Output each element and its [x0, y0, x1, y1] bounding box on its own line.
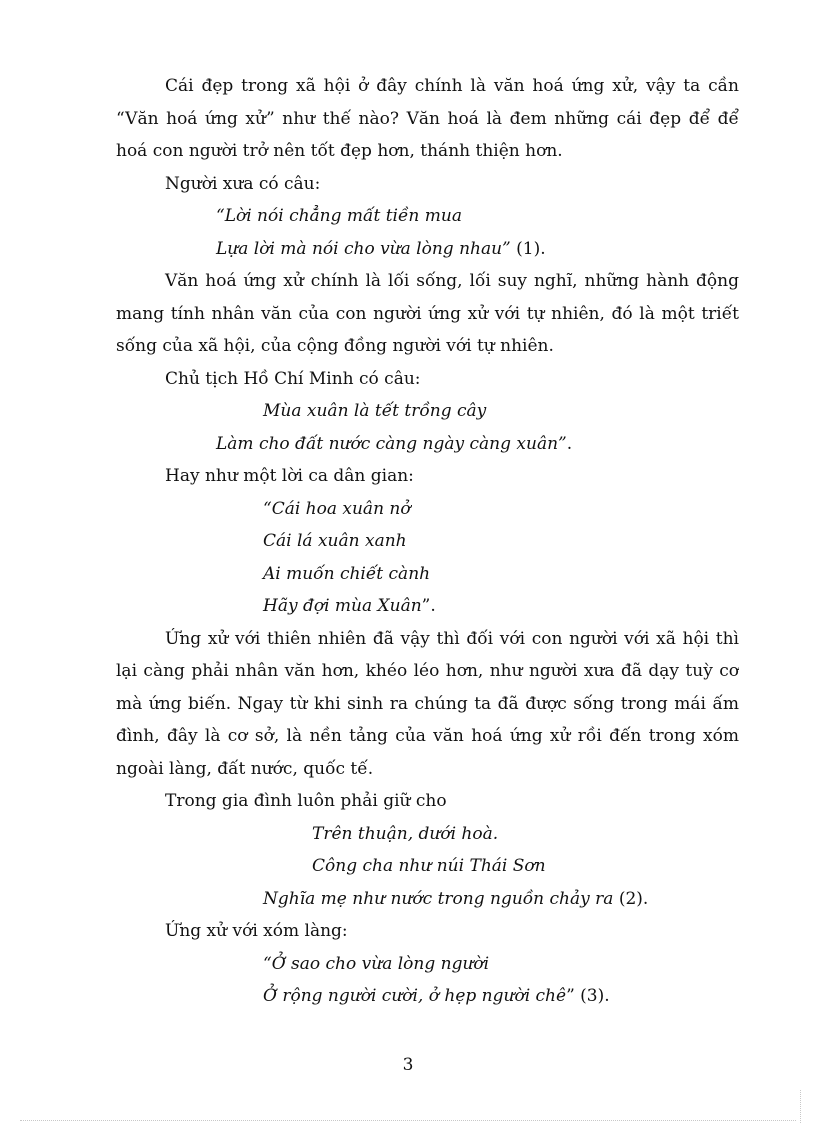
verse-text: Nghĩa mẹ như nước trong nguồn chảy ra: [263, 888, 614, 909]
paragraph-line: “Văn hoá ứng xử” như thế nào? Văn hoá là đem những cái đẹp để để: [116, 108, 739, 129]
paragraph-line: ngoài làng, đất nước, quốc tế.: [116, 758, 374, 779]
paragraph-line: Hay như một lời ca dân gian:: [165, 466, 414, 486]
paragraph-line: sống của xã hội, của cộng đồng người với tự nhiên.: [116, 336, 554, 356]
paragraph-line: lại càng phải nhân văn hơn, khéo léo hơn, như người xưa đã dạy tuỳ cơ: [116, 661, 739, 681]
verse-text: “Lời nói chẳng mất tiền mua: [216, 206, 462, 226]
verse-line: [116, 233, 739, 266]
paragraph-line: Cái đẹp trong xã hội ở đây chính là văn hoá ứng xử, vậy ta cần: [165, 76, 739, 96]
verse-line: [116, 980, 739, 1013]
verse-line: [116, 493, 739, 526]
verse-text: Làm cho đất nước càng ngày càng xuân”: [216, 433, 567, 454]
paragraph-line: mà ứng biến. Ngay từ khi sinh ra chúng ta đã được sống trong mái ấm: [116, 693, 739, 714]
citation-ref: (1).: [510, 238, 546, 259]
page-border-right: [800, 1090, 801, 1123]
verse-text: Hãy đợi mùa Xuân: [263, 596, 422, 616]
paragraph-line: Chủ tịch Hồ Chí Minh có câu:: [165, 368, 421, 389]
paragraph-line: Người xưa có câu:: [165, 173, 321, 194]
paragraph-line: Trong gia đình luôn phải giữ cho: [165, 791, 447, 811]
verse-line: [116, 818, 739, 851]
verse-line: [116, 558, 739, 591]
verse-line: [116, 525, 739, 558]
paragraph-line: Ứng xử với thiên nhiên đã vậy thì đối với con người với xã hội thì: [165, 628, 739, 649]
page-number: 3: [402, 1055, 414, 1075]
citation-ref: ” (3).: [566, 986, 610, 1006]
paragraph-line: Ứng xử với xóm làng:: [165, 921, 348, 941]
verse-text: Công cha như núi Thái Sơn: [312, 856, 546, 876]
verse-line: [116, 883, 739, 916]
verse-line: [116, 395, 739, 428]
paragraph-line: đình, đây là cơ sở, là nền tảng của văn hoá ứng xử rồi đến trong xóm: [116, 726, 739, 746]
page-border-bottom: [20, 1120, 796, 1121]
verse-text: Lựa lời mà nói cho vừa lòng nhau”: [216, 238, 511, 259]
verse-text: Mùa xuân là tết trồng cây: [263, 401, 487, 421]
paragraph-line: mang tính nhân văn của con người ứng xử với tự nhiên, đó là một triết: [116, 303, 739, 324]
verse-text: “Ở sao cho vừa lòng người: [263, 953, 490, 974]
paragraph-line: Văn hoá ứng xử chính là lối sống, lối suy nghĩ, những hành động: [165, 271, 739, 291]
citation-ref: ”.: [421, 596, 436, 616]
paragraph-line: hoá con người trở nên tốt đẹp hơn, thánh thiện hơn.: [116, 141, 563, 161]
verse-line: [116, 200, 739, 233]
body-text: [116, 70, 739, 1013]
citation-ref: .: [566, 433, 573, 454]
verse-text: Ở rộng người cười, ở hẹp người chê: [263, 986, 567, 1006]
verse-text: Cái lá xuân xanh: [263, 531, 407, 551]
verse-line: [116, 850, 739, 883]
citation-ref: (2).: [613, 888, 649, 909]
verse-line: [116, 948, 739, 981]
verse-text: Trên thuận, dưới hoà.: [312, 823, 499, 844]
verse-text: “Cái hoa xuân nở: [263, 498, 411, 519]
verse-line: [116, 428, 739, 461]
verse-line: [116, 590, 739, 623]
verse-text: Ai muốn chiết cành: [263, 563, 431, 584]
